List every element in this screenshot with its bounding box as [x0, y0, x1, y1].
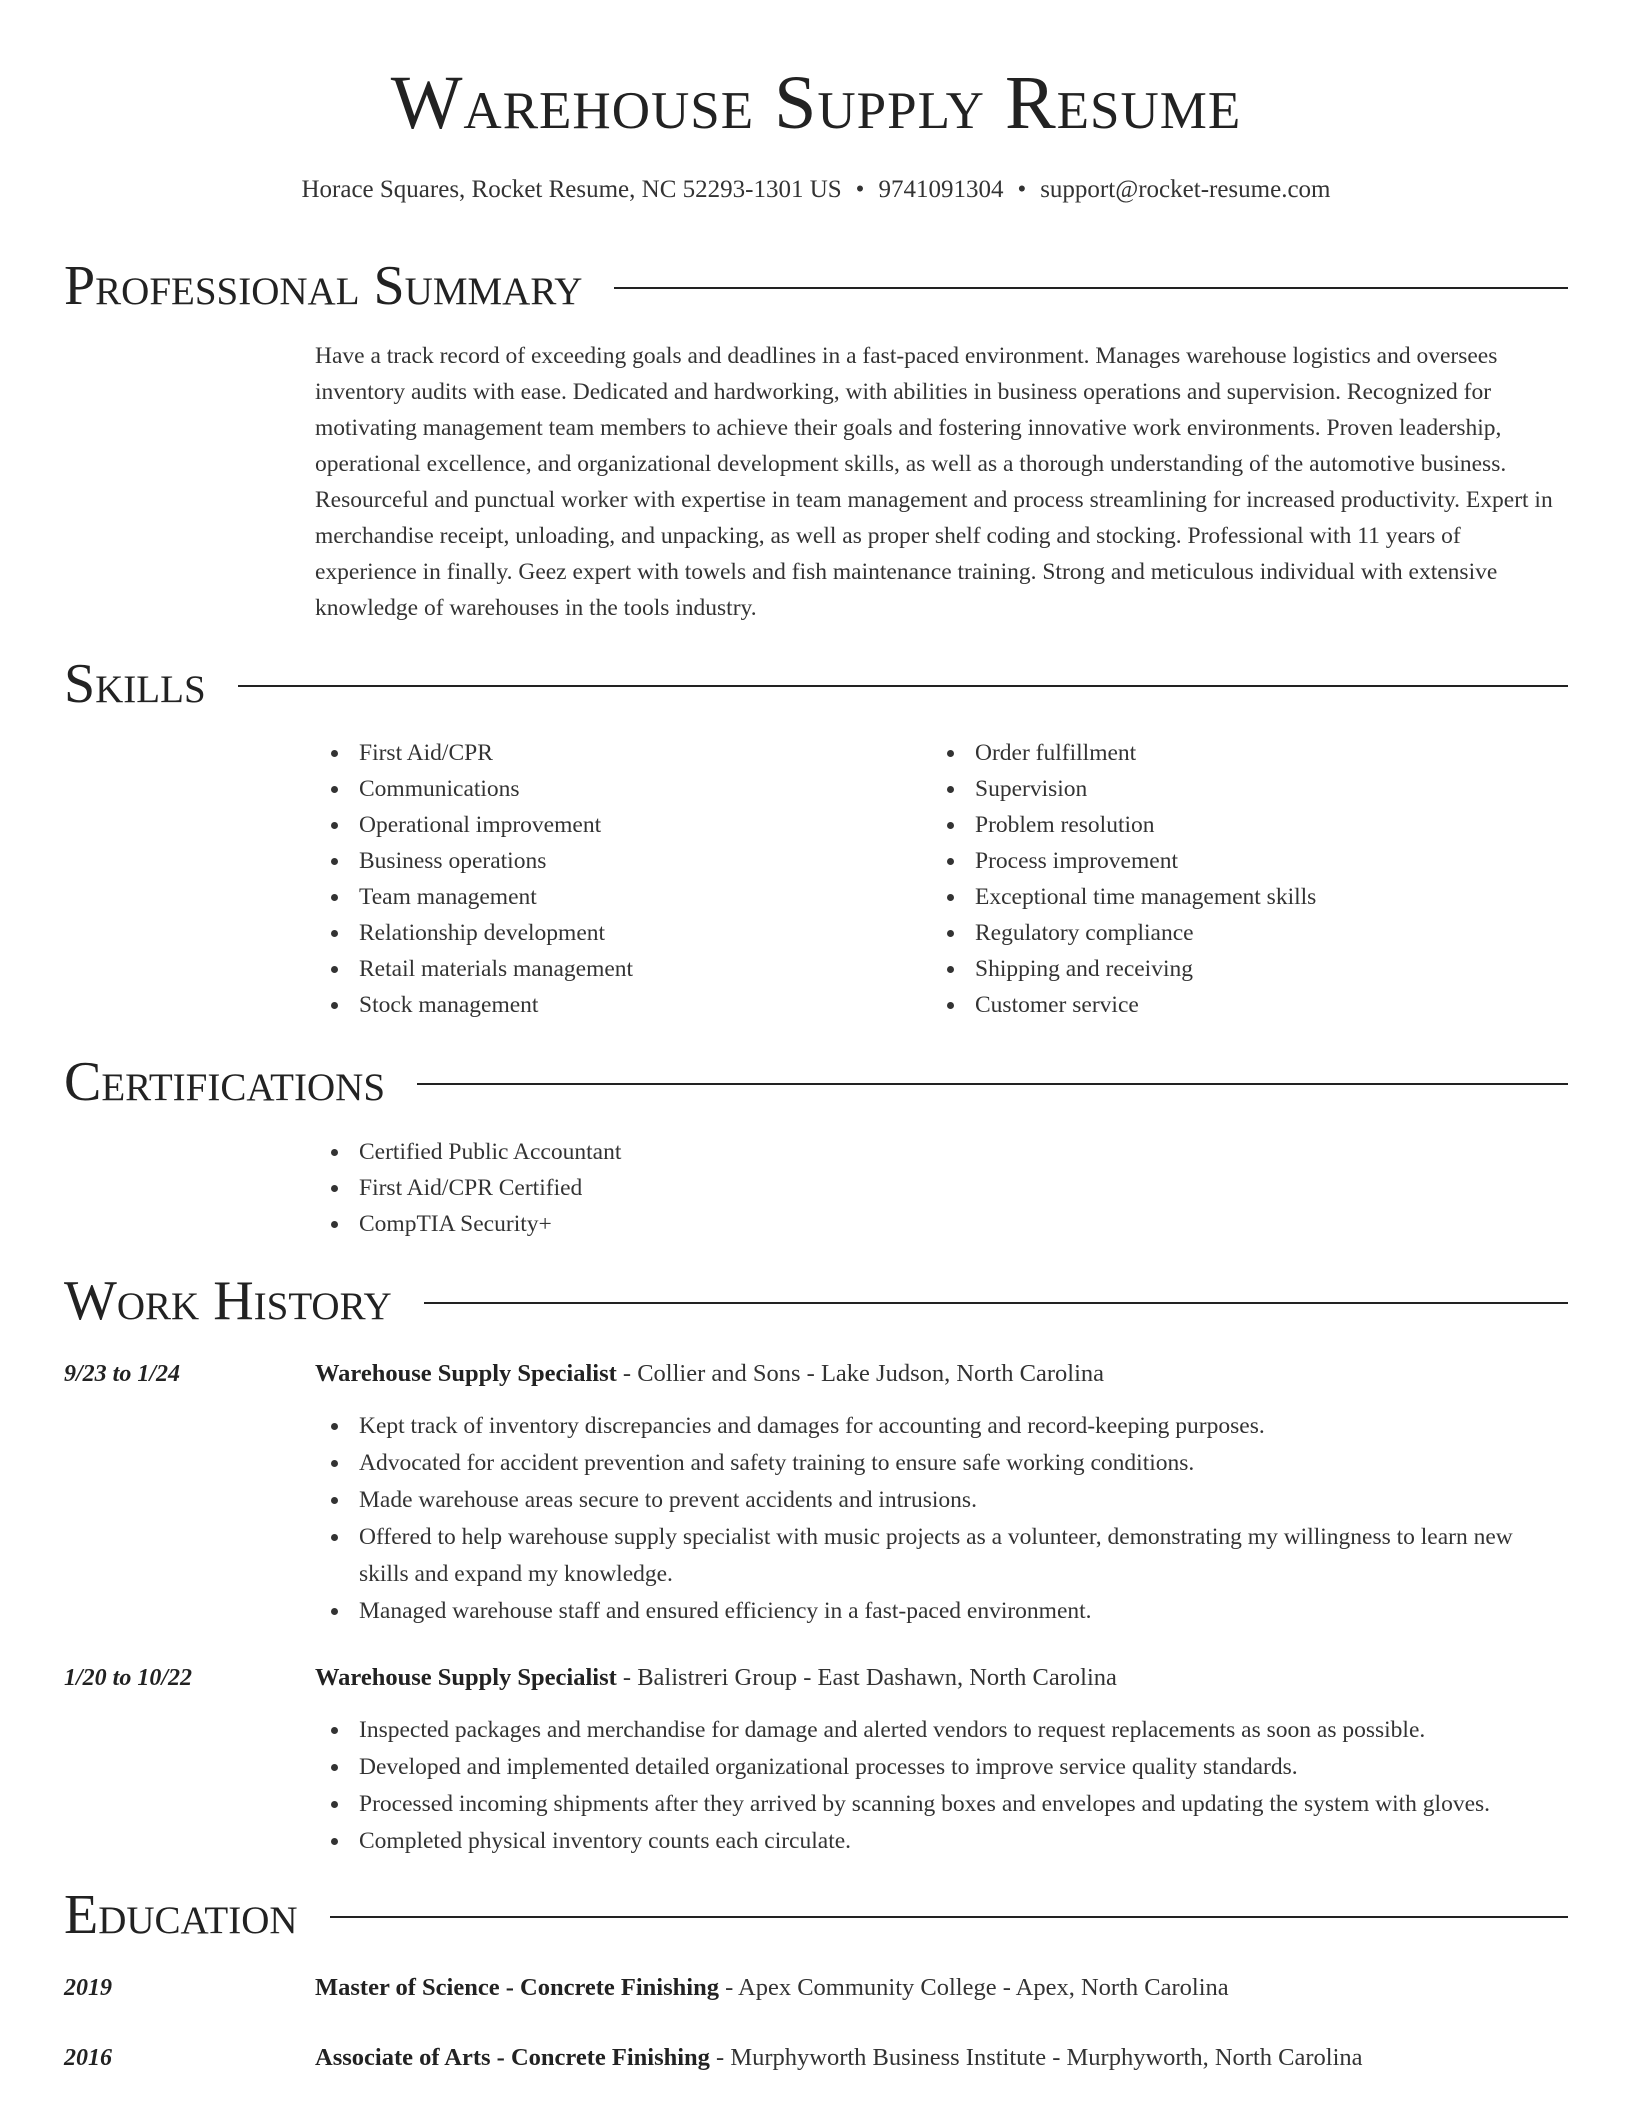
section-divider — [424, 1302, 1568, 1304]
job-bullet: Managed warehouse staff and ensured efficiency in a fast-paced environment. — [315, 1593, 1568, 1630]
skill-item: Regulatory compliance — [931, 915, 1531, 951]
skill-item: Process improvement — [931, 843, 1531, 879]
job-bullet: Made warehouse areas secure to prevent accidents and intrusions. — [315, 1482, 1568, 1519]
job-details: - Collier and Sons - Lake Judson, North Carolina — [616, 1360, 1104, 1387]
job-title: Warehouse Supply Specialist — [315, 1664, 617, 1691]
job-bullets — [315, 1408, 1568, 1630]
skill-item: Supervision — [931, 771, 1531, 807]
certifications-heading-text: Certifications — [64, 1051, 386, 1113]
section-divider — [417, 1083, 1568, 1085]
skills-heading-text: Skills — [64, 653, 206, 715]
job-header — [315, 1660, 1568, 1696]
work-history-heading — [64, 1270, 1568, 1332]
job-bullet: Offered to help warehouse supply specialist with music projects as a volunteer, demonstrating my willingness to learn new skills and expand my knowledge. — [315, 1519, 1568, 1593]
skill-item: Operational improvement — [315, 807, 915, 843]
certifications-heading — [64, 1051, 1568, 1113]
skill-item: Team management — [315, 879, 915, 915]
job-bullet: Inspected packages and merchandise for damage and alerted vendors to request replacements as soon as possible. — [315, 1712, 1568, 1749]
skills-list-right — [931, 735, 1531, 1023]
section-divider — [238, 685, 1568, 687]
certification-item: CompTIA Security+ — [315, 1206, 1568, 1242]
education-degree: Master of Science - Concrete Finishing — [315, 1974, 719, 2001]
resume-title: Warehouse Supply Resume — [390, 61, 1242, 145]
summary-heading — [64, 255, 1568, 317]
job-bullet: Developed and implemented detailed organizational processes to improve service quality standards. — [315, 1749, 1568, 1786]
contact-phone: 9741091304 — [878, 176, 1004, 203]
job-header — [315, 1356, 1568, 1392]
education-heading-text: Education — [64, 1884, 298, 1946]
job-title: Warehouse Supply Specialist — [315, 1360, 617, 1387]
education-degree: Associate of Arts - Concrete Finishing — [315, 2044, 710, 2071]
skills-heading — [64, 653, 1568, 715]
contact-email: support@rocket-resume.com — [1040, 176, 1331, 203]
education-heading — [64, 1884, 1568, 1946]
certification-item: Certified Public Accountant — [315, 1134, 1568, 1170]
job-bullet: Advocated for accident prevention and safety training to ensure safe working conditions. — [315, 1445, 1568, 1482]
summary-heading-text: Professional Summary — [64, 255, 583, 317]
job-bullet: Kept track of inventory discrepancies and damages for accounting and record-keeping purposes. — [315, 1408, 1568, 1445]
section-divider — [330, 1916, 1568, 1918]
skill-item: Problem resolution — [931, 807, 1531, 843]
skill-item: Customer service — [931, 987, 1531, 1023]
skill-item: First Aid/CPR — [315, 735, 915, 771]
job-bullet: Completed physical inventory counts each circulate. — [315, 1823, 1568, 1860]
education-entry — [315, 1970, 1568, 2006]
skill-item: Retail materials management — [315, 951, 915, 987]
skill-item: Business operations — [315, 843, 915, 879]
summary-text: Have a track record of exceeding goals and deadlines in a fast-paced environment. Manages warehouse logistics and oversees inventory audits with ease. Dedicated and hardworking, with abilities in business operations and supervision. Recognized for motivating management team members to achieve their goals and fostering innovative work environments. Proven leadership, operational excellence, and organizational development skills, as well as a thorough understanding of the automotive business. Resourceful and punctual worker with expertise in team management and process streamlining for increased productivity. Expert in merchandise receipt, unloading, and unpacking, as well as proper shelf coding and stocking. Professional with 11 years of experience in finally. Geez expert with towels and fish maintenance training. Strong and meticulous individual with extensive knowledge of warehouses in the tools industry. — [315, 343, 1553, 621]
contact-separator: • — [1017, 176, 1027, 203]
contact-separator: • — [855, 176, 865, 203]
certifications-list — [315, 1134, 1568, 1242]
skill-item: Shipping and receiving — [931, 951, 1531, 987]
skill-item: Stock management — [315, 987, 915, 1023]
section-divider — [614, 287, 1568, 289]
education-entry — [315, 2040, 1568, 2076]
job-bullets — [315, 1712, 1568, 1860]
skills-list-left — [315, 735, 915, 1023]
education-year: 2019 — [64, 1975, 112, 2001]
skill-item: Exceptional time management skills — [931, 879, 1531, 915]
job-dates: 9/23 to 1/24 — [64, 1361, 181, 1387]
education-year: 2016 — [64, 2045, 112, 2071]
skill-item: Relationship development — [315, 915, 915, 951]
contact-line — [0, 176, 1632, 204]
job-dates: 1/20 to 10/22 — [64, 1665, 193, 1691]
education-details: - Murphyworth Business Institute - Murphyworth, North Carolina — [709, 2044, 1363, 2071]
certification-item: First Aid/CPR Certified — [315, 1170, 1568, 1206]
education-details: - Apex Community College - Apex, North Carolina — [718, 1974, 1229, 2001]
job-details: - Balistreri Group - East Dashawn, North Carolina — [616, 1664, 1117, 1691]
job-bullet: Processed incoming shipments after they arrived by scanning boxes and envelopes and updating the system with gloves. — [315, 1786, 1568, 1823]
work-history-heading-text: Work History — [64, 1270, 392, 1332]
skill-item: Order fulfillment — [931, 735, 1531, 771]
skill-item: Communications — [315, 771, 915, 807]
contact-address: Horace Squares, Rocket Resume, NC 52293-1301 US — [301, 176, 842, 203]
